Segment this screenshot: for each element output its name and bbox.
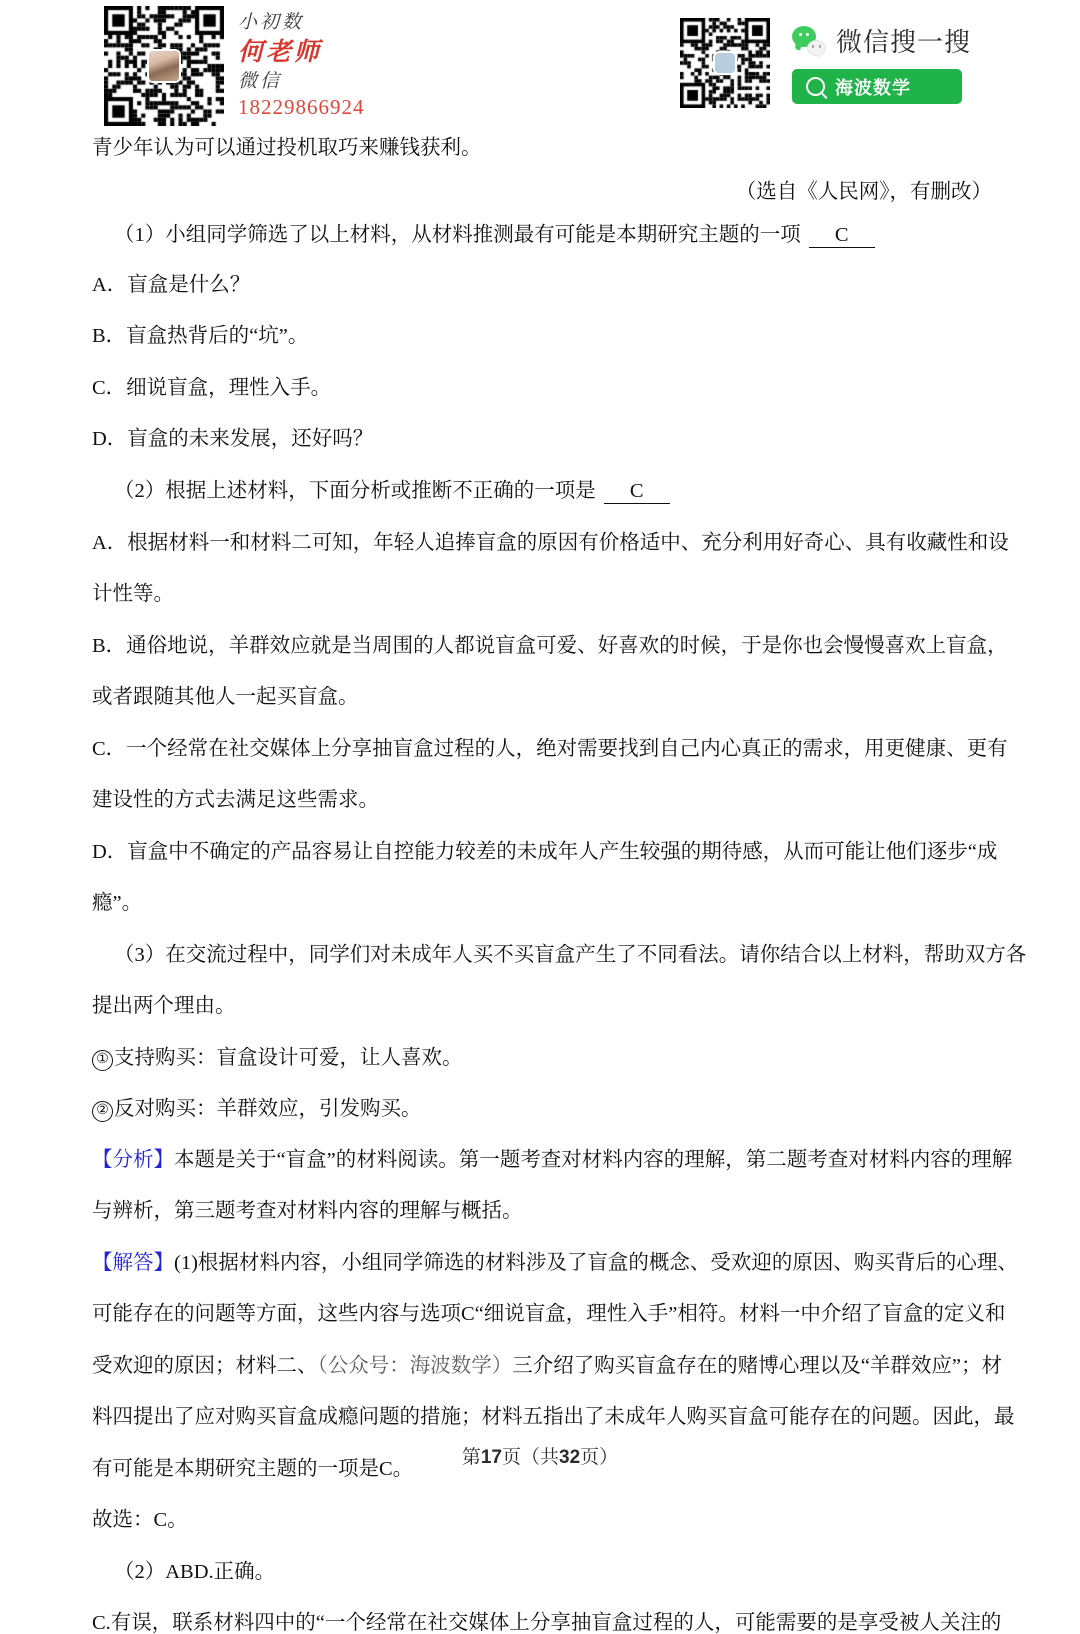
question-2-option-a-line-2[interactable]: 计性等。 <box>92 583 174 605</box>
question-3-answer-1 <box>92 1048 463 1071</box>
footer-total-pages: 32 <box>559 1447 581 1468</box>
footer-prefix: 第 <box>461 1447 481 1468</box>
wechat-search-button[interactable] <box>792 69 962 104</box>
question-2-stem-text: （2）根据上述材料，下面分析或推断不正确的一项是 <box>114 480 596 502</box>
wechat-search-title: 微信搜一搜 <box>836 27 972 57</box>
question-3-stem-line-1: （3）在交流过程中，同学们对未成年人买不买盲盒产生了不同看法。请你结合以上材料，帮助双方各 <box>114 944 1027 966</box>
solution-line-7: （2）ABD.正确。 <box>114 1561 276 1583</box>
source-note: （选自《人民网》，有删改） <box>735 181 992 203</box>
question-1-stem <box>92 225 875 248</box>
question-3-answer-1-text: 支持购买：盲盒设计可爱，让人喜欢。 <box>114 1047 463 1069</box>
question-3-answer-2-text: 反对购买：羊群效应，引发购买。 <box>114 1098 422 1120</box>
page-footer <box>0 1442 1080 1469</box>
question-2-option-b-line-1[interactable]: B．通俗地说，羊群效应就是当周围的人都说盲盒可爱、好喜欢的时候，于是你也会慢慢喜欢上盲盒， <box>92 635 1008 657</box>
question-2-stem <box>92 481 670 504</box>
circled-number-2: ② <box>92 1101 113 1122</box>
footer-middle: 页（共 <box>501 1447 559 1468</box>
question-3-stem-line-2: 提出两个理由。 <box>92 995 236 1017</box>
solution-line-3 <box>92 1356 1002 1377</box>
page-header-ads <box>0 0 1080 132</box>
qr-code <box>680 18 770 108</box>
wechat-icon <box>792 26 826 56</box>
solution-line-5: 有可能是本期研究主题的一项是C。 <box>92 1458 414 1480</box>
question-3-answer-2 <box>92 1099 422 1122</box>
left-advert-text <box>238 13 365 119</box>
question-2-answer[interactable]: C <box>604 481 670 504</box>
solution-line-3-part-a: 受欢迎的原因；材料二、 <box>92 1355 318 1377</box>
wechat-title-row <box>792 22 971 59</box>
analysis-tag: 【分析】 <box>92 1149 174 1171</box>
solution-tag: 【解答】 <box>92 1252 174 1274</box>
avatar <box>149 51 179 81</box>
solution-line-1 <box>92 1253 1018 1274</box>
question-2-option-b-line-2[interactable]: 或者跟随其他人一起买盲盒。 <box>92 686 359 708</box>
circled-number-1: ① <box>92 1050 113 1071</box>
advert-line-3: 微信 <box>238 70 283 92</box>
question-1-option-d[interactable]: D．盲盒的未来发展，还好吗？ <box>92 428 374 450</box>
question-1-option-b[interactable]: B．盲盒热背后的“坑”。 <box>92 325 309 347</box>
question-2-option-a-line-1[interactable]: A．根据材料一和材料二可知，年轻人追捧盲盒的原因有价格适中、充分利用好奇心、具有收藏性和设 <box>92 532 1009 554</box>
footer-suffix: 页） <box>580 1447 619 1468</box>
analysis-line-2: 与辨析，第三题考查对材料内容的理解与概括。 <box>92 1200 523 1222</box>
question-2-option-c-line-2[interactable]: 建设性的方式去满足这些需求。 <box>92 789 379 811</box>
analysis-line-1 <box>92 1150 1012 1171</box>
right-advert-column <box>792 18 971 104</box>
question-1-option-a[interactable]: A．盲盒是什么？ <box>92 274 251 296</box>
wechat-search-keyword: 海波数学 <box>835 77 911 98</box>
left-advert <box>104 6 365 126</box>
solution-line-8: C.有误，联系材料四中的“一个经常在社交媒体上分享抽盲盒过程的人，可能需要的是享受被人关注的 <box>92 1612 1002 1634</box>
right-advert <box>680 18 971 108</box>
avatar <box>715 53 735 73</box>
solution-line-4: 料四提出了应对购买盲盒成瘾问题的措施；材料五指出了未成年人购买盲盒可能存在的问题。因此，最 <box>92 1406 1015 1428</box>
question-2-option-d-line-2[interactable]: 瘾”。 <box>92 892 143 914</box>
analysis-text-line-1: 本题是关于“盲盒”的材料阅读。第一题考查对材料内容的理解，第二题考查对材料内容的理解 <box>174 1149 1013 1171</box>
solution-line-2: 可能存在的问题等方面，这些内容与选项C“细说盲盒，理性入手”相符。材料一中介绍了盲盒的定义和 <box>92 1303 1006 1325</box>
search-icon <box>806 77 825 96</box>
advert-phone-number: 18229866924 <box>238 95 365 120</box>
question-2-option-d-line-1[interactable]: D．盲盒中不确定的产品容易让自控能力较差的未成年人产生较强的期待感，从而可能让他们逐步“成 <box>92 841 998 863</box>
solution-text-line-1: (1)根据材料内容，小组同学筛选的材料涉及了盲盒的概念、受欢迎的原因、购买背后的心理、 <box>174 1252 1018 1274</box>
question-2-option-c-line-1[interactable]: C．一个经常在社交媒体上分享抽盲盒过程的人，绝对需要找到自己内心真正的需求，用更健康、更有 <box>92 738 1008 760</box>
solution-line-3-part-b: 三介绍了购买盲盒存在的赌博心理以及“羊群效应”；材 <box>512 1355 1002 1377</box>
qr-code <box>104 6 224 126</box>
watermark-public-account: （公众号：海波数学） <box>317 1354 513 1377</box>
solution-line-6: 故选：C。 <box>92 1509 188 1531</box>
question-1-stem-text: （1）小组同学筛选了以上材料，从材料推测最有可能是本期研究主题的一项 <box>114 224 801 246</box>
question-1-answer[interactable]: C <box>809 225 875 248</box>
intro-line: 青少年认为可以通过投机取巧来赚钱获利。 <box>92 137 482 159</box>
advert-line-1: 小初数 <box>238 12 305 34</box>
footer-page-number: 17 <box>480 1447 502 1468</box>
advert-teacher-name: 何老师 <box>238 38 323 66</box>
question-1-option-c[interactable]: C．细说盲盒，理性入手。 <box>92 377 332 399</box>
